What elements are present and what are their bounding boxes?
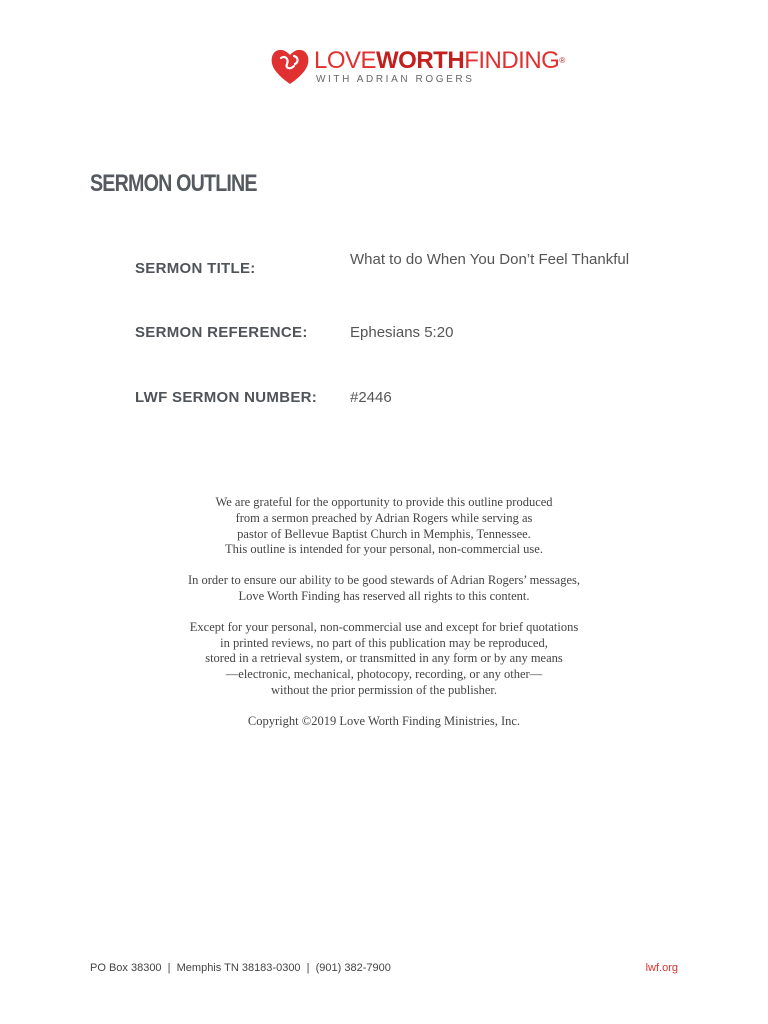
sermon-title-value: What to do When You Don’t Feel Thankful	[350, 251, 630, 268]
logo-word-finding: FINDING	[464, 47, 560, 74]
copyright-notice: Copyright ©2019 Love Worth Finding Ministries, Inc.	[247, 713, 521, 728]
sermon-title-label: SERMON TITLE:	[135, 260, 256, 277]
sermon-reference-value: Ephesians 5:20	[350, 324, 454, 341]
logo-subtitle: WITH ADRIAN ROGERS	[316, 74, 475, 85]
legal-paragraph-reproduction: Except for your personal, non-commercial use and except for brief quotations in printed reviews, no part of this publication may be reproduced, stored in a retrieval system, or transmitted in any form or by any means —electronic, mechanical, photocopy, recording, or any other— without the prior permission of the publisher.	[189, 619, 579, 697]
sermon-number-label: LWF SERMON NUMBER:	[135, 389, 318, 406]
legal-paragraph-rights: In order to ensure our ability to be good stewards of Adrian Rogers’ messages, Love Worth Finding has reserved all rights to this content.	[187, 573, 581, 603]
logo-word-worth: WORTH	[376, 47, 465, 74]
footer-website-link[interactable]: lwf.org	[645, 962, 678, 974]
legal-notice	[130, 495, 638, 745]
logo-word-love: LOVE	[314, 47, 377, 74]
legal-paragraph-gratitude: We are grateful for the opportunity to provide this outline produced from a sermon preached by Adrian Rogers while serving as pastor of Bellevue Baptist Church in Memphis, Tennessee. This outline is intended for your personal, non-commercial use.	[215, 495, 553, 557]
footer-contact: PO Box 38300 | Memphis TN 38183-0300 | (901) 382-7900	[90, 962, 391, 974]
page-title: SERMON OUTLINE	[90, 170, 257, 197]
logo-wordmark	[314, 48, 565, 74]
registered-mark: ®	[559, 56, 565, 65]
heart-logo-icon	[268, 44, 312, 88]
page-footer	[90, 962, 678, 978]
sermon-number-value: #2446	[350, 389, 392, 406]
sermon-reference-label: SERMON REFERENCE:	[135, 324, 308, 341]
lwf-logo	[268, 44, 565, 92]
